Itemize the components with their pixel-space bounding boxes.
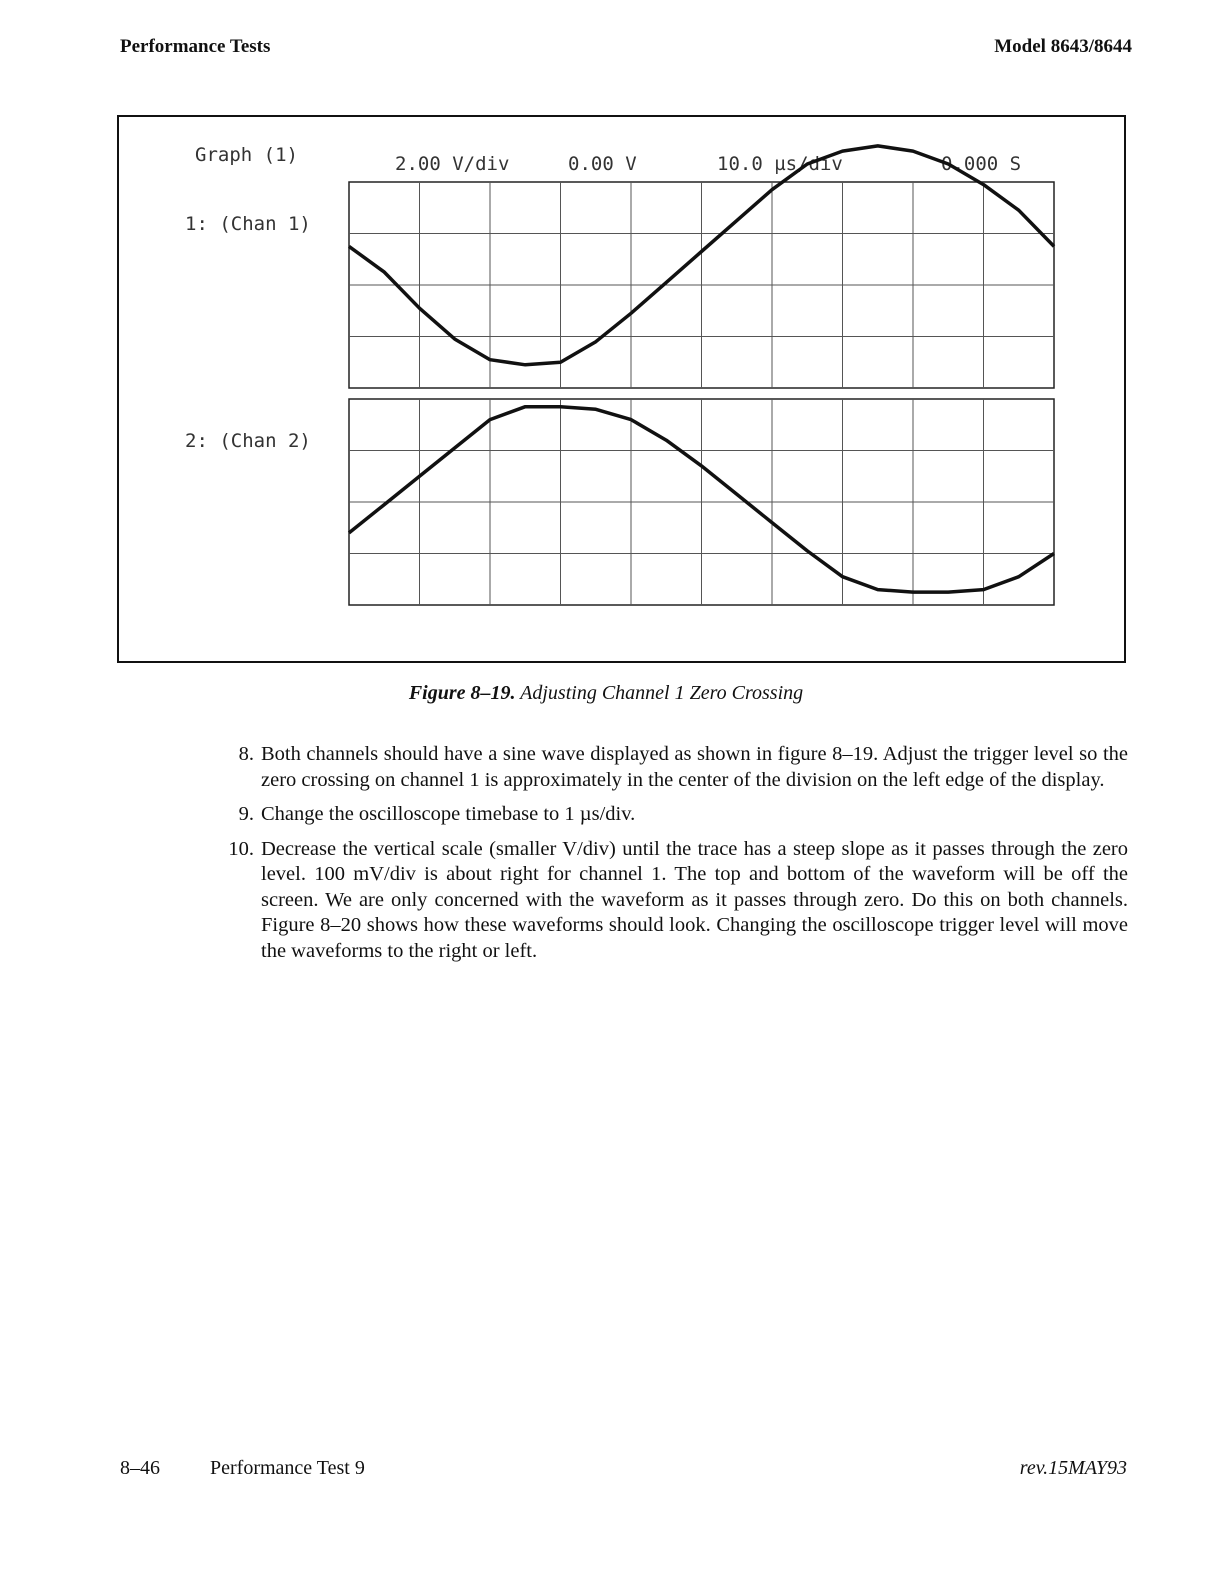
oscilloscope-figure: [117, 115, 1126, 663]
page-number: 8–46: [120, 1457, 160, 1479]
graph-label: Graph (1): [195, 144, 298, 166]
footer-title: Performance Test 9: [210, 1457, 365, 1479]
channel-2-grid: [349, 399, 1054, 605]
step-text: Change the oscilloscope timebase to 1 µs/div.: [261, 803, 636, 825]
step-number: 9.: [238, 803, 254, 825]
step-text: Both channels should have a sine wave displayed as shown in figure 8–19. Adjust the trigger level so the zero crossing on channel 1 is approximately in the center of the division on the left edge of the display.: [261, 743, 1128, 791]
channel-1-gridlines: [349, 182, 1054, 388]
setting-offset: 0.00 V: [568, 153, 637, 175]
running-header-right: Model 8643/8644: [994, 36, 1132, 57]
step-10: [220, 837, 1128, 965]
procedure-steps: [220, 742, 1128, 973]
running-header-left: Performance Tests: [120, 36, 271, 57]
figure-caption-label: Figure 8–19.: [408, 682, 516, 704]
setting-timebase: 10.0 µs/div: [717, 153, 843, 175]
channel-1-grid: [349, 182, 1054, 388]
step-text: Decrease the vertical scale (smaller V/div) until the trace has a steep slope as it passes through the zero level. 100 mV/div is about right for channel 1. The top and bottom of the waveform will be off the screen. We are only concerned with the waveform as it passes through zero. Do this on both channels. Figure 8–20 shows how these waveforms should look. Changing the oscilloscope trigger level will move the waveforms to the right or left.: [261, 837, 1128, 962]
channel-1-label: 1: (Chan 1): [185, 213, 311, 235]
channel-2-gridlines: [349, 399, 1054, 605]
setting-delay: 0.000 S: [941, 153, 1022, 175]
figure-caption-text: Adjusting Channel 1 Zero Crossing: [515, 682, 804, 704]
step-number: 8.: [238, 743, 254, 765]
step-8: [220, 742, 1128, 793]
channel-2-label: 2: (Chan 2): [185, 430, 311, 452]
revision-date: rev.15MAY93: [1019, 1457, 1127, 1479]
setting-vdiv: 2.00 V/div: [395, 153, 510, 175]
step-number: 10.: [228, 837, 254, 860]
step-9: [220, 802, 1128, 828]
figure-caption: [0, 682, 1212, 705]
oscilloscope-display: [119, 117, 1124, 661]
